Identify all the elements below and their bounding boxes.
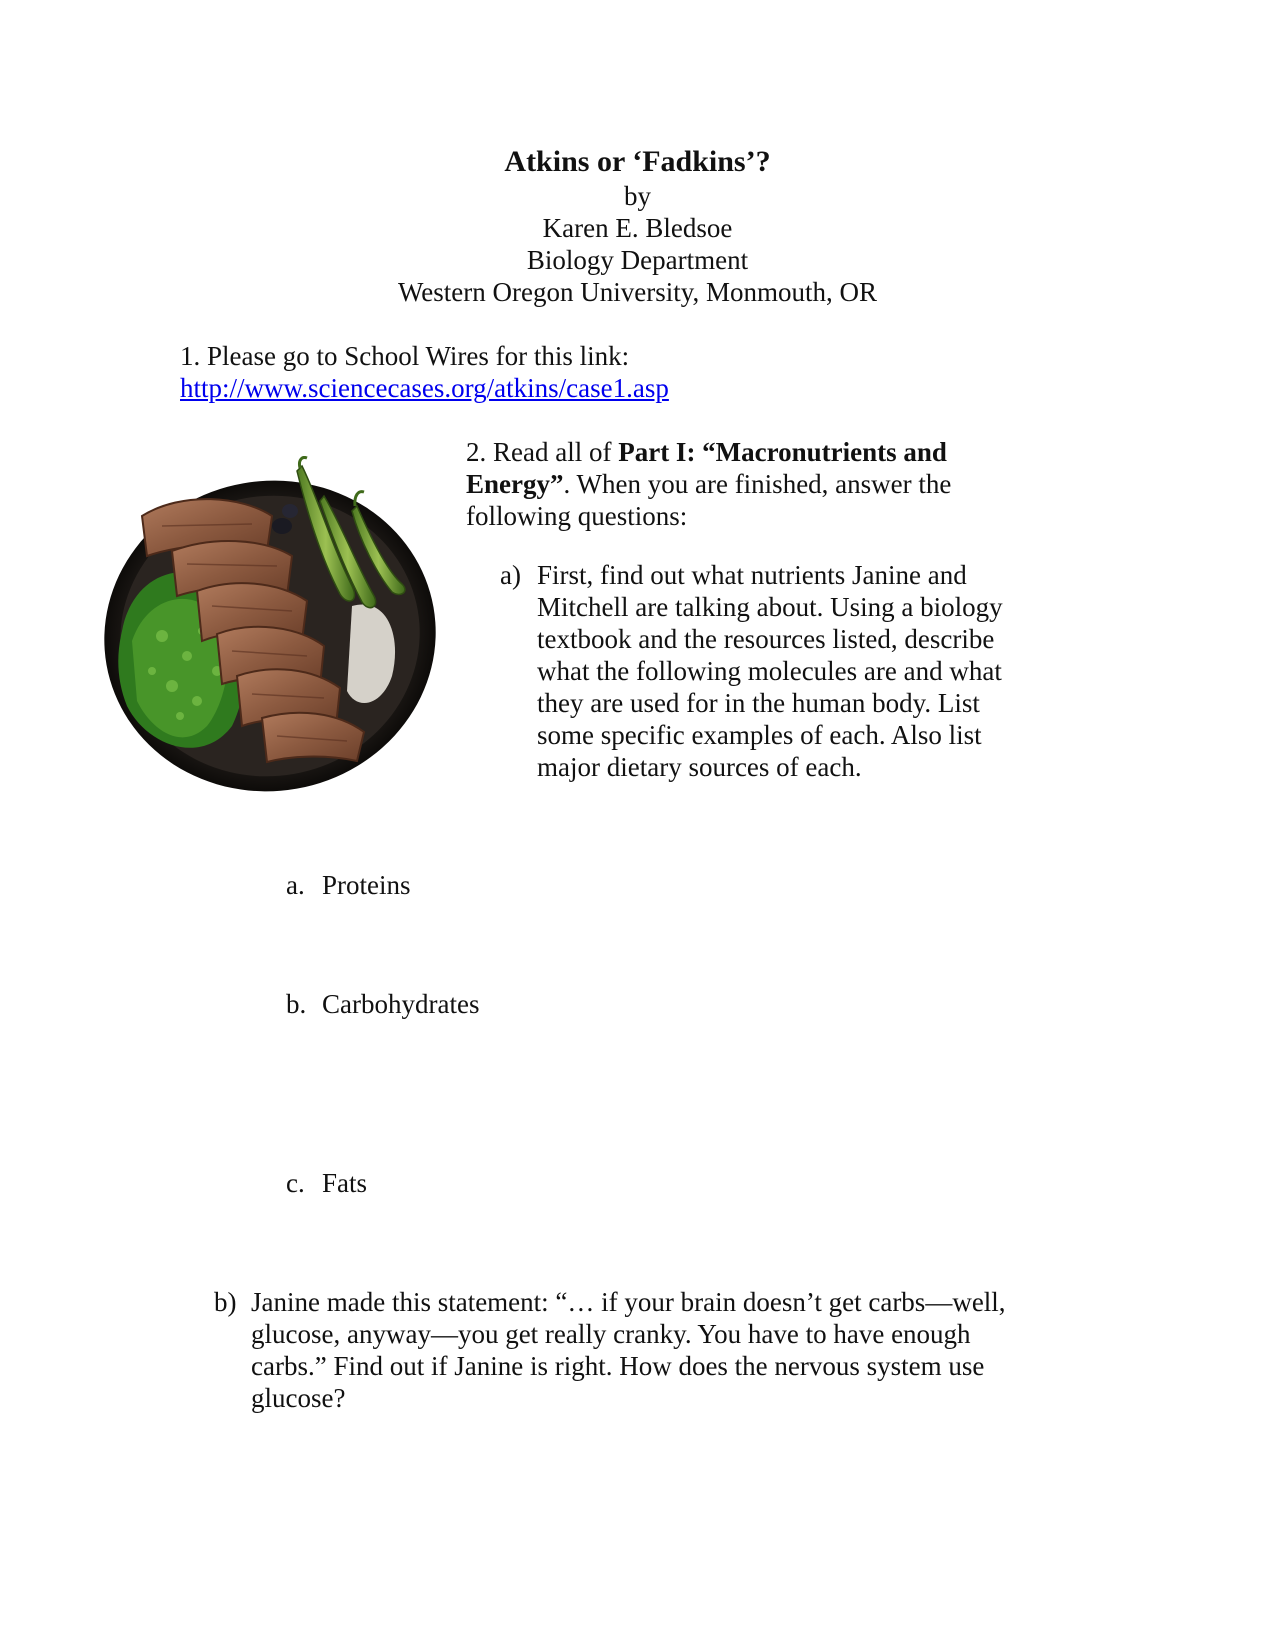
question-a-line: what the following molecules are and what [537, 656, 1002, 686]
question-a-line: some specific examples of each. Also list [537, 720, 982, 750]
step2-line3: following questions: [466, 501, 688, 531]
step1-instruction: 1. Please go to School Wires for this link: [180, 341, 630, 371]
step2-part-title-1: Part I: “Macronutrients and [618, 437, 947, 467]
step2-line1 [466, 436, 947, 469]
document-title: Atkins or ‘Fadkins’? [504, 145, 771, 178]
step2-suffix: . When you are finished, answer the [563, 469, 952, 499]
question-a-line: major dietary sources of each. [537, 752, 862, 782]
question-a-line: they are used for in the human body. List [537, 688, 980, 718]
question-a-line: Mitchell are talking about. Using a biology [537, 592, 1003, 622]
question-b-line: carbs.” Find out if Janine is right. How does the nervous system use [251, 1351, 985, 1381]
food-plate-image [102, 456, 462, 804]
step2-prefix: 2. Read all of [466, 437, 619, 467]
question-b-line: glucose, anyway—you get really cranky. You have to have enough [251, 1319, 971, 1349]
institution-name: Western Oregon University, Monmouth, OR [397, 277, 877, 307]
case-study-link[interactable]: http://www.sciencecases.org/atkins/case1.asp [180, 373, 669, 403]
question-a-line: First, find out what nutrients Janine and [537, 560, 967, 590]
question-b-line: Janine made this statement: “… if your brain doesn’t get carbs—well, [251, 1287, 1006, 1317]
department-name: Biology Department [526, 245, 749, 275]
step2-line2 [466, 468, 951, 501]
question-b-line: glucose? [251, 1383, 346, 1413]
author-name: Karen E. Bledsoe [542, 213, 733, 243]
subitem-marker: c. [286, 1168, 305, 1198]
question-a-line: textbook and the resources listed, describe [537, 624, 995, 654]
byline: by [624, 181, 651, 211]
subitem-fats [286, 1167, 368, 1200]
subitem-marker: b. [286, 989, 307, 1019]
subitem-label: Carbohydrates [322, 989, 480, 1019]
subitem-label: Fats [322, 1168, 368, 1198]
subitem-carbohydrates [286, 988, 480, 1021]
step2-part-title-2: Energy” [466, 469, 564, 499]
subitem-proteins [286, 869, 411, 902]
question-b-marker: b) [214, 1287, 237, 1317]
subitem-label: Proteins [322, 870, 411, 900]
question-a-marker: a) [500, 560, 521, 590]
subitem-marker: a. [286, 870, 305, 900]
